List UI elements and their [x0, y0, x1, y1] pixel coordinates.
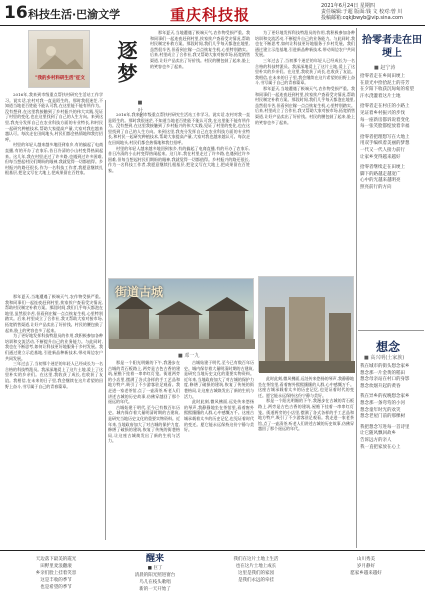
section3-text-c2: 此时此刻,微风拂面,远处传来悠扬的琴声,我静静地坐在茶馆里,看着窗外熙熙攘攘的人群,心中感慨万千。这座古城承载着太多的历史记忆,也见证着时代的变迁。愿它能永远保持这份宁静与美好。	[258, 376, 354, 398]
article1-col3-text-b: 村里的年轻人越来越多地回到家乡,有的搞起了电商直播,有的开办了农家乐,昔日冷清的小山村变得热闹起来。这几年,我在村里走过了许多路,也遇到过许多困难,但每当想起村民们期盼的眼神,我就觉得一切都值得。乡村振兴的路还很长,作为一名科技工作者,我愿意继续扎根基层,把论文写在大地上,把成果留在百姓家。	[108, 145, 250, 173]
footer-poem-4	[312, 556, 420, 577]
poem1-line: 让家乡变得越来越好	[360, 154, 401, 160]
footer-poem-2	[110, 554, 200, 593]
poem1-line: 在晨光中捡拾泥土的芬芳	[360, 80, 410, 86]
poem1-line: 每一座新房都诉说着变化	[360, 117, 410, 123]
section3-col-b	[184, 360, 254, 550]
footer1-line: 天边落下最美的霞光	[35, 557, 77, 562]
article1-paragraph-2: 那年夏天,当地遭遇了极端天气,农作物受损严重。我和同事们一起连夜赶到村里,挨家挨户查看受灾情况,帮助村民制定补救方案。那段时间,我们几乎每天都泡在地里,虽然很辛苦,但看到庄稼一点点恢复生机,心里特别踏实。后来,村里成立了合作社,我又帮助大家对接市场,拓宽销售渠道,让好产品卖出了好价钱。村民的腰包鼓了起来,脸上的笑容也多了起来。	[5, 294, 103, 333]
poem2-line: 我把想念写进每一首诗里	[360, 424, 410, 430]
footer3-line: 我们在这片土地上生活	[233, 557, 279, 562]
article1-paragraph-3: 村里的年轻人越来越多地回到家乡,有的搞起了电商直播,有的开办了农家乐,昔日冷清的小山村变得热闹起来。这几年,我在村里走过了许多路,也遇到过许多困难,但每当想起村民们期盼的眼神,我就觉得一切都值得。乡村振兴的路还很长,作为一名科技工作者,我愿意继续扎根基层,把论文写在大地上,把成果留在百姓家。	[5, 142, 103, 176]
section3-col-a	[108, 360, 180, 550]
poem2-line: 想念那一条弯弯的小河	[360, 400, 405, 406]
article2-col	[255, 30, 355, 270]
poem2-line: 想念母亲站在村口的身影	[360, 377, 410, 383]
street-photo	[258, 276, 354, 372]
article1-col3	[108, 112, 250, 272]
poem1-title-text: 拾零者走在田埂上	[362, 35, 422, 59]
poem2-line: 想念那一片金黄的稻田	[360, 370, 405, 376]
poem2-body	[360, 364, 422, 451]
footer3-line: 这里是我们的家园	[238, 571, 274, 576]
footer1-line: 乡亲们脸上挂着笑容	[35, 571, 77, 576]
poem1-line: 脚下的路越走越宽广	[360, 171, 401, 177]
footer3-line: 也在这片土地上成长	[235, 564, 277, 569]
footer2-author: ■ 巨丁	[147, 566, 163, 571]
newspaper-name: 重庆科技报	[170, 6, 251, 24]
poem1-line: 一代又一代人接力前行	[360, 147, 405, 153]
footer4-line: 山川秀美	[357, 557, 375, 562]
poem1-line: 汗水浇灌着这片土地	[360, 93, 401, 99]
email-line: 投稿邮箱:cqkjbwyb@vip.sina.com	[321, 15, 403, 21]
photo-label: 街道古城	[115, 285, 164, 299]
poem1-line: 用双手编织着美丽的梦想	[360, 141, 410, 147]
poem1-body	[360, 74, 422, 192]
footer3-line: 是我们永远的牵挂	[238, 578, 274, 583]
section-title: 科技生活·巴渝文学	[28, 8, 121, 21]
article1-paragraph-1: 2016年,我来到市级重点帮扶村研究生活站工作学习。说实话,农村对我一直是陌生的。那时我很迷茫,不知道当地老百姓能不能认可我,在这里能不能有所作为。没有想到,在这里我接触到了乡村振兴的伟大实践,见证了村里的变化,也在这里找到了自己的人生方向。来到这里,我充分发挥自己在农业科技方面的专业特长,和村民一起研究种植技术,帮助大家提高产量,大家对我也越来越认可。每次走在田间地头,村民们都会热情地和我打招呼。	[5, 92, 103, 142]
editor-line: 责任编辑:于超 版面:钱 文 校对:曾 川	[321, 9, 403, 15]
column-divider-left	[105, 100, 106, 540]
article1-col2	[150, 30, 250, 105]
poem2-line: 想念老屋门前的那棵树	[360, 414, 405, 420]
poem2-author: ■ 高兴明(土家族)	[364, 355, 405, 361]
section3-text-a2: 那是一个阳光明媚的下午,我漫步在古城的青石板路上,两旁是古色古香的建筑,屋檐下挂着一串串红灯笼。街道两旁的小店里,摆满了各式各样的手工艺品和地方特产,吸引了不少游客驻足观看。我走进一家老茶馆,点了一壶清茶,听老人们讲述古城的历史故事,仿佛穿越回了那个遥远的年代。	[258, 398, 354, 432]
footer4-line: 岁月静好	[357, 564, 375, 569]
footer2-line: 新的一天开始了	[139, 587, 171, 592]
column-divider	[356, 28, 357, 548]
article1-col1	[5, 92, 103, 292]
article2-col-text-c: 那年夏天,当地遭遇了极端天气,农作物受损严重。我和同事们一起连夜赶到村里,挨家挨户查看受灾情况,帮助村民制定补救方案。那段时间,我们几乎每天都泡在地里,虽然很辛苦,但看到庄稼一点点恢复生机,心里特别踏实。后来,村里成立了合作社,我又帮助大家对接市场,拓宽销售渠道,让好产品卖出了好价钱。村民的腰包鼓了起来,脸上的笑容也多了起来。	[255, 85, 355, 125]
article1-col2-text: 那年夏天,当地遭遇了极端天气,农作物受损严重。我和同事们一起连夜赶到村里,挨家挨户查看受灾情况,帮助村民制定补救方案。那段时间,我们几乎每天都泡在地里,虽然很辛苦,但看到庄稼一点点恢复生机,心里特别踏实。后来,村里成立了合作社,我又帮助大家对接市场,拓宽销售渠道,让好产品卖出了好价钱。村民的腰包鼓了起来,脸上的笑容也多了起来。	[150, 30, 250, 69]
footer-poem-3	[206, 556, 306, 584]
poem1-line: 每一张笑脸都绽放着幸福	[360, 124, 410, 130]
footer2-line: 鸟儿在枝头歌唱	[139, 580, 171, 585]
page-number: 16	[4, 3, 28, 23]
poem1-line: 心中的光越来越明亮	[360, 178, 401, 184]
footer1-line: 也是希望的季节	[40, 585, 72, 590]
poem1-line: 见证着乡村振兴的步伐	[360, 110, 405, 116]
poem2-title: 想念	[376, 340, 401, 354]
footer1-line: 这是丰收的季节	[40, 578, 72, 583]
section3-col-c	[258, 376, 354, 546]
section3-text-b2: 古城始建于明代,至今已有数百年历史。城内保存着大量明清时期的古建筑,是研究当地历史文化的重要实物资料。近年来,当地政府加大了对古城的保护力度,修缮了破损的建筑,恢复了传统的街巷格局,让这座古城焕发出了新的生机与活力。	[184, 360, 254, 399]
page-header	[0, 0, 425, 26]
footer-poem-1	[6, 556, 106, 591]
footer-rule	[0, 550, 425, 551]
article-photo	[28, 30, 90, 88]
footer1-line: 田野里麦浪翻滚	[40, 564, 72, 569]
poem2-line: 想念炊烟升起的黄昏	[360, 383, 401, 389]
poem1-author: ■ 赵宁涛	[374, 65, 396, 71]
image-icon	[259, 277, 355, 373]
article2-col-text-b: 三年过去了,当初那个迷茫的年轻人已经成长为一名合格的科技特派员。我深深地爱上了这片土地,爱上了这里朴实的乡亲们。在这里,我收获了成长,也收获了友谊。我相信,在未来的日子里,我会继续在这片希望的田野上奋斗,书写属于自己的青春篇章。	[255, 57, 355, 86]
footer2-line: 清晨的阳光照进窗台	[134, 573, 176, 578]
article2-col-text-a: 为了更好地发挥科技特派员的作用,我积极参加各种培训和交流活动,不断提升自己的业务能力。与此同时,我也在不断思考,如何让科技更好地服务于乡村发展。我们通过建立示范基地,引进新品种新技术,带动周边农户共同发展。	[255, 30, 355, 58]
article1-col3-text-a: 2016年,我来到市级重点帮扶村研究生活站工作学习。说实话,农村对我一直是陌生的。那时我很迷茫,不知道当地老百姓能不能认可我,在这里能不能有所作为。没有想到,在这里我接触到了乡村振兴的伟大实践,见证了村里的变化,也在这里找到了自己的人生方向。来到这里,我充分发挥自己在农业科技方面的专业特长,和村民一起研究种植技术,帮助大家提高产量,大家对我也越来越认可。每次走在田间地头,村民们都会热情地和我打招呼。	[108, 112, 250, 145]
issue-date: 2021年6月24日 星期四	[321, 3, 375, 9]
section3-text-c: 此时此刻,微风拂面,远处传来悠扬的琴声,我静静地坐在茶馆里,看着窗外熙熙攘攘的人群,心中感慨万千。这座古城承载着太多的历史记忆,也见证着时代的变迁。愿它能永远保持这份宁静与美好。	[184, 399, 254, 433]
poem1-line: 拾零者把理想写在大地上	[360, 134, 410, 140]
footer2-title: 醒来	[145, 554, 164, 564]
poem2-line: 我在异乡的夜晚想念家乡	[360, 394, 410, 400]
poem1-title	[362, 34, 422, 60]
photo-caption: "我的乡村科研生活"征文	[35, 76, 85, 81]
poem1-line: 拾零者走在乡间田埂上	[360, 74, 405, 79]
poem1-line: 拾零者继续走在田埂上	[360, 165, 405, 171]
article1-title: 逐梦	[114, 40, 138, 86]
article1-col1-lower	[5, 294, 103, 544]
article2-lead: 为了更好地发挥科技特派员的作用,我积极参加各种培训和交流活动,不断提升自己的业务能力。与此同时,我也在不断思考,如何让科技更好地服务于乡村发展。我们通过建立示范基地,引进新品种新技术,带动周边农户共同发展。	[5, 333, 103, 361]
section3-text-a: 那是一个阳光明媚的下午,我漫步在古城的青石板路上,两旁是古色古香的建筑,屋檐下挂着一串串红灯笼。街道两旁的小店里,摆满了各式各样的手工艺品和地方特产,吸引了不少游客驻足观看。我走进一家老茶馆,点了一壶清茶,听老人们讲述古城的历史故事,仿佛穿越回了那个遥远的年代。	[108, 360, 180, 405]
poem2-line: 我在城市的街头想念家乡	[360, 364, 410, 369]
poem2-line: 让它随风飘回故乡	[360, 431, 396, 437]
article2-body: 三年过去了,当初那个迷茫的年轻人已经成长为一名合格的科技特派员。我深深地爱上了这片土地,爱上了这里朴实的乡亲们。在这里,我收获了成长,也收获了友谊。我相信,在未来的日子里,我会继续在这片希望的田野上奋斗,书写属于自己的青春篇章。	[5, 361, 103, 389]
ancient-town-photo	[108, 278, 254, 348]
poem2-line: 我一直把家放在心上	[360, 444, 401, 450]
poem1-line: 照亮前行的方向	[360, 184, 392, 190]
poem-divider	[358, 330, 424, 331]
poem2-line: 告诉远方的亲人	[360, 437, 392, 443]
article1-author: ■ 叶文	[137, 100, 143, 118]
photo-author: ■ 邓一九	[178, 353, 200, 359]
poem2-line: 想念童年时光的欢笑	[360, 407, 401, 413]
poem1-line: 在夕阳下收获沉甸甸的希望	[360, 87, 414, 93]
poem1-line: 拾零者走在村庄的小路上	[360, 104, 410, 110]
issue-meta	[321, 3, 421, 21]
footer4-line: 愿家乡越来越好	[350, 571, 382, 576]
section3-text-b: 古城始建于明代,至今已有数百年历史。城内保存着大量明清时期的古建筑,是研究当地历史文化的重要实物资料。近年来,当地政府加大了对古城的保护力度,修缮了破损的建筑,恢复了传统的街巷格局,让这座古城焕发出了新的生机与活力。	[108, 404, 180, 444]
